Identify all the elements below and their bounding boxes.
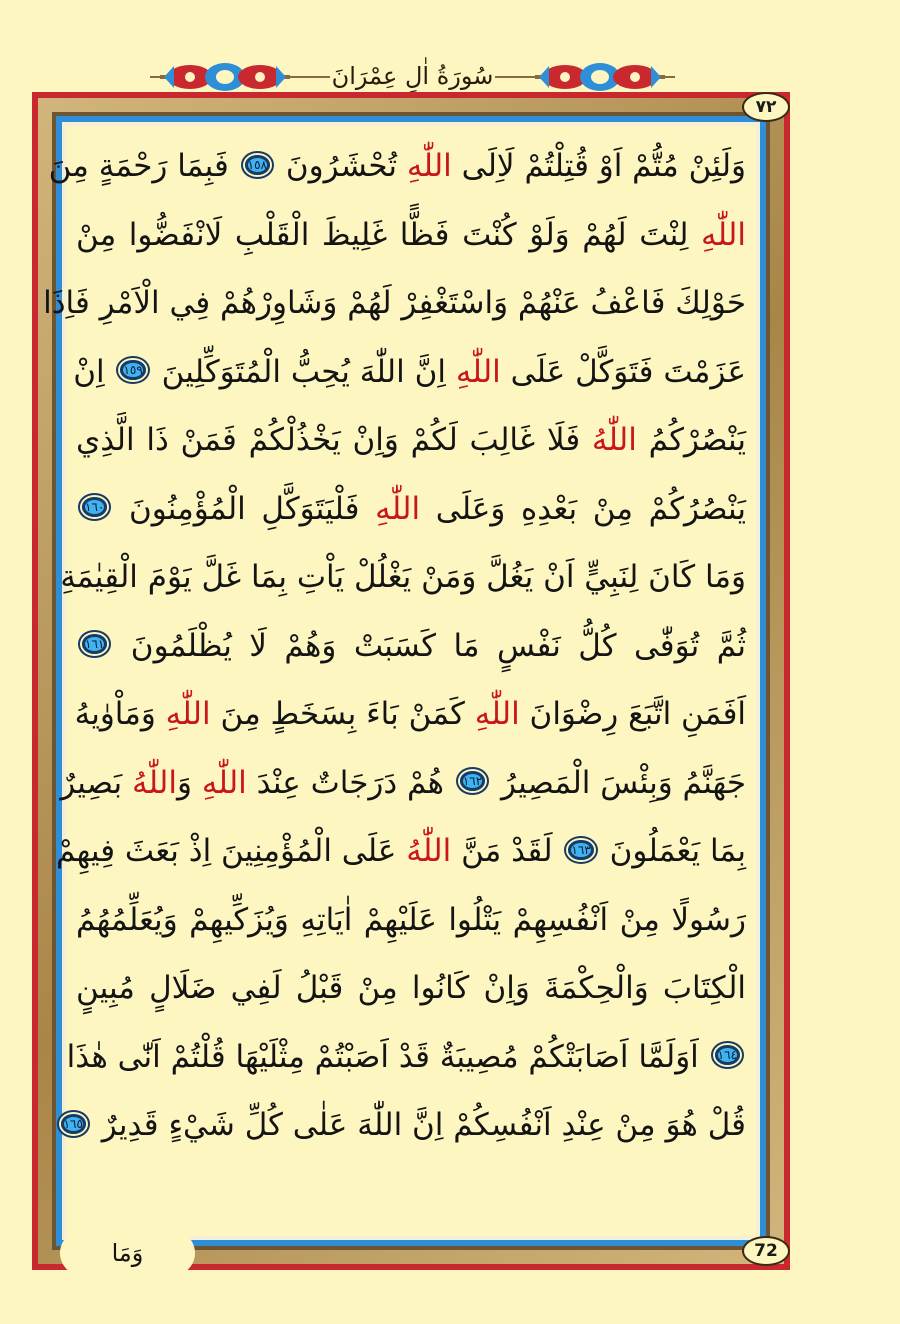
verse-line xyxy=(76,475,746,544)
verse-line xyxy=(76,954,746,1023)
ayah-number-marker: ١٦٢ xyxy=(460,771,485,791)
ayah-number-marker: ١٥٨ xyxy=(245,155,270,175)
divine-name: اللّٰهُ xyxy=(406,833,452,869)
verse-line xyxy=(48,132,746,201)
divine-name: اللّٰهِ xyxy=(455,353,501,390)
verse-text: اِنْ xyxy=(73,353,115,390)
verse-line xyxy=(63,1091,746,1160)
verse-line xyxy=(55,817,746,886)
verse-line xyxy=(76,612,746,681)
verse-text: وَلَئِنْ مُتُّمْ اَوْ قُتِلْتُمْ لَاِلَى xyxy=(451,148,746,184)
header-ornament-left-icon xyxy=(160,58,290,96)
verse-text: يَنْصُرْكُمُ xyxy=(636,422,746,458)
verse-text: لَقَدْ مَنَّ xyxy=(451,833,563,869)
verse-text: حَوْلِكَ فَاعْفُ عَنْهُمْ وَاسْتَغْفِرْ لَهُمْ وَشَاوِرْهُمْ فِي الْاَمْرِ فَاِذَا xyxy=(43,285,746,321)
verse-line xyxy=(76,680,746,749)
verse-line xyxy=(76,201,746,270)
ayah-number-marker: ١٦٠ xyxy=(82,497,107,517)
divine-name: اللّٰهِ xyxy=(201,764,247,801)
verse-text: فَلَا غَالِبَ لَكُمْ وَاِنْ يَخْذُلْكُمْ فَمَنْ ذَا الَّذِي xyxy=(76,422,592,458)
verse-text: عَزَمْتَ فَتَوَكَّلْ عَلَى xyxy=(500,353,746,390)
verse-text: اِنَّ اللّٰهَ يُحِبُّ الْمُتَوَكِّلِينَ xyxy=(151,353,456,390)
verse-text: رَسُولًا مِنْ اَنْفُسِهِمْ يَتْلُوا عَلَيْهِمْ اٰيَاتِهِ وَيُزَكِّيهِمْ وَيُعَلِّمُهُمُ xyxy=(76,901,746,938)
verse-line xyxy=(66,1023,746,1092)
verse-text: وَمَا كَانَ لِنَبِيٍّ اَنْ يَغُلَّ وَمَنْ يَغْلُلْ يَاْتِ بِمَا غَلَّ يَوْمَ الْقِيٰمَةِ xyxy=(60,559,746,595)
verse-text: بَصِيرٌ xyxy=(60,764,133,801)
verse-text: فَلْيَتَوَكَّلِ الْمُؤْمِنُونَ xyxy=(113,490,376,527)
catchword: وَمَا xyxy=(60,1230,195,1276)
verse-text: كَمَنْ بَاءَ بِسَخَطٍ مِنَ xyxy=(210,696,475,732)
ayah-number-marker: ١٦٤ xyxy=(715,1045,740,1065)
ayah-number-marker: ١٦٥ xyxy=(61,1114,86,1134)
verse-text: بِمَا يَعْمَلُونَ xyxy=(599,833,746,869)
divine-name: اللّٰهِ xyxy=(406,148,452,184)
verse-line xyxy=(76,406,746,475)
verse-text: وَ xyxy=(176,764,202,801)
verse-line xyxy=(60,749,746,818)
verse-line xyxy=(76,886,746,955)
verse-lines xyxy=(43,132,746,1160)
surah-title: سُورَةُ اٰلِ عِمْرَانَ xyxy=(330,54,495,98)
verse-text: تُحْشَرُونَ xyxy=(276,148,407,184)
divine-name: اللّٰهُ xyxy=(132,764,177,801)
page-number-bottom: 72 xyxy=(742,1236,790,1266)
verse-text: عَلَى الْمُؤْمِنِينَ اِذْ بَعَثَ فِيهِمْ xyxy=(55,833,407,869)
verse-line xyxy=(60,543,746,612)
verse-text: ثُمَّ تُوَفّٰى كُلُّ نَفْسٍ مَا كَسَبَتْ وَهُمْ لَا يُظْلَمُونَ xyxy=(113,627,746,664)
verse-text: جَهَنَّمُ وَبِئْسَ الْمَصِيرُ xyxy=(491,764,746,801)
verse-text: قُلْ هُوَ مِنْ عِنْدِ اَنْفُسِكُمْ اِنَّ اللّٰهَ عَلٰى كُلِّ شَيْءٍ قَدِيرٌ xyxy=(91,1107,746,1143)
verse-text: هُمْ دَرَجَاتٌ عِنْدَ xyxy=(246,764,454,801)
divine-name: اللّٰهِ xyxy=(701,216,746,253)
divine-name: اللّٰهُ xyxy=(591,422,637,458)
ayah-number-marker: ١٦٣ xyxy=(568,840,593,860)
verse-text: اَوَلَمَّا اَصَابَتْكُمْ مُصِيبَةٌ قَدْ اَصَبْتُمْ مِثْلَيْهَا قُلْتُمْ اَنّٰى هٰذَا xyxy=(66,1038,709,1075)
verse-text: يَنْصُرُكُمْ مِنْ بَعْدِهِ وَعَلَى xyxy=(420,490,746,527)
verse-text: فَبِمَا رَحْمَةٍ مِنَ xyxy=(48,148,239,184)
divine-name: اللّٰهِ xyxy=(375,490,421,527)
verse-text: وَمَاْوٰيهُ xyxy=(74,696,166,732)
page-number-top: ٧٢ xyxy=(742,92,790,122)
ayah-number-marker: ١٥٩ xyxy=(120,360,145,380)
header-ornament-right-icon xyxy=(535,58,665,96)
verse-text: اَفَمَنِ اتَّبَعَ رِضْوَانَ xyxy=(519,696,746,732)
verse-text: الْكِتَابَ وَالْحِكْمَةَ وَاِنْ كَانُوا مِنْ قَبْلُ لَفِي ضَلَالٍ مُبِينٍ xyxy=(76,970,746,1006)
divine-name: اللّٰهِ xyxy=(165,696,211,732)
verse-line xyxy=(73,338,746,407)
divine-name: اللّٰهِ xyxy=(474,696,520,732)
verse-line xyxy=(43,269,746,338)
verse-text: لِنْتَ لَهُمْ وَلَوْ كُنْتَ فَظًّا غَلِيظَ الْقَلْبِ لَانْفَضُّوا مِنْ xyxy=(76,216,702,253)
ayah-number-marker: ١٦١ xyxy=(82,634,107,654)
